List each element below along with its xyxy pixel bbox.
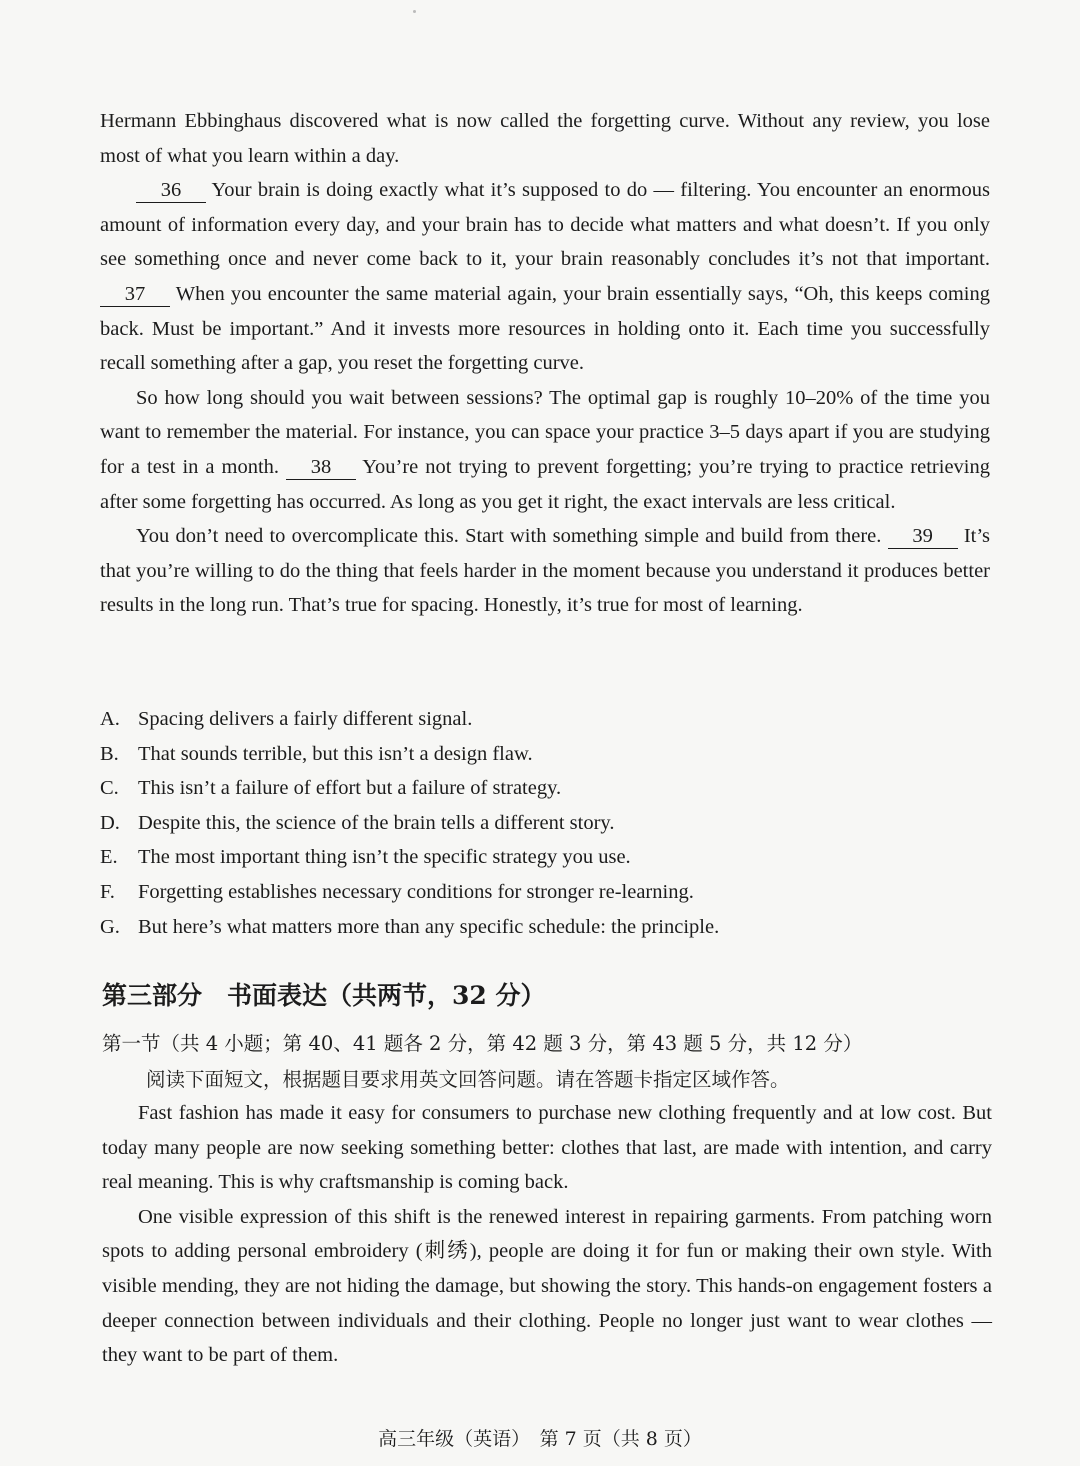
- paragraph-2: [100, 173, 990, 381]
- paragraph-3-part-a: So how long should you wait between sessions? The optimal gap is roughly 10–20% of the time you want to remember the material. For instance, you can space your practice 3–5 days apart if you are studying for a test in a month.: [100, 386, 990, 478]
- option-e: [100, 840, 990, 875]
- paragraph-3-part-b: You’re not trying to prevent forgetting; you’re trying to practice retrieving after some forgetting has occurred. As long as you get it right, the exact intervals are less critical.: [100, 455, 990, 513]
- scan-speck: [413, 10, 416, 13]
- option-letter: G.: [100, 915, 120, 938]
- section-title: 第三部分 书面表达（共两节，32 分）: [102, 981, 546, 1010]
- option-a: [100, 702, 990, 737]
- option-g: [100, 910, 990, 945]
- option-text: That sounds terrible, but this isn’t a design flaw.: [138, 742, 533, 765]
- reading-passage-2: [102, 1096, 992, 1373]
- section-subtitle: 第一节（共 4 小题；第 40、41 题各 2 分，第 42 题 3 分，第 43 题 5 分，共 12 分）: [102, 1032, 863, 1055]
- option-c: [100, 771, 990, 806]
- blank-37: 37: [100, 282, 170, 307]
- paragraph-4-part-b: It’s that you’re willing to do the thing that feels harder in the moment because you understand it produces better results in the long run. That’s true for spacing. Honestly, it’s true for most of learning.: [100, 525, 991, 617]
- option-text: The most important thing isn’t the specific strategy you use.: [138, 846, 631, 869]
- option-text: Forgetting establishes necessary conditions for stronger re-learning.: [138, 880, 694, 903]
- paragraph-3: [100, 381, 990, 519]
- reading-passage: [100, 104, 990, 623]
- option-letter: B.: [100, 742, 119, 765]
- option-letter: F.: [100, 880, 115, 903]
- option-text: Spacing delivers a fairly different signal.: [138, 708, 473, 730]
- option-letter: C.: [100, 777, 119, 800]
- option-text: This isn’t a failure of effort but a failure of strategy.: [138, 777, 562, 800]
- passage2-paragraph-2: One visible expression of this shift is the renewed interest in repairing garments. From patching worn spots to adding personal embroidery (刺绣), people are doing it for fun or making their own style. With visible mending, they are not hiding the damage, but showing the story. This hands-on engagement fosters a deeper connection between individuals and their clothing. People no longer just want to wear clothes — they want to be part of them.: [102, 1205, 992, 1367]
- blank-36: 36: [136, 178, 206, 203]
- blank-39: 39: [888, 524, 958, 549]
- paragraph-4: [100, 519, 990, 623]
- paragraph-1: Hermann Ebbinghaus discovered what is now called the forgetting curve. Without any review, you lose most of what you learn within a day.: [100, 110, 990, 167]
- paragraph-4-part-a: You don’t need to overcomplicate this. Start with something simple and build from there.: [136, 525, 882, 548]
- page-footer: 高三年级（英语） 第 7 页（共 8 页）: [378, 1428, 702, 1450]
- option-letter: D.: [100, 811, 120, 834]
- option-f: [100, 875, 990, 910]
- section-instruction: 阅读下面短文，根据题目要求用英文回答问题。请在答题卡指定区域作答。: [146, 1068, 790, 1091]
- option-d: [100, 806, 990, 841]
- option-letter: E.: [100, 846, 118, 869]
- option-letter: A.: [100, 708, 120, 730]
- passage2-paragraph-1: Fast fashion has made it easy for consumers to purchase new clothing frequently and at low cost. But today many people are now seeking something better: clothes that last, are made with intention, and carry real meaning. This is why craftsmanship is coming back.: [102, 1102, 992, 1194]
- blank-38: 38: [286, 455, 356, 480]
- paragraph-2-part-b: When you encounter the same material again, your brain essentially says, “Oh, this keeps coming back. Must be important.” And it invests more resources in holding onto it. Each time you successfully recall something after a gap, you reset the forgetting curve.: [100, 282, 990, 375]
- option-list: [100, 702, 990, 944]
- paragraph-2-part-a: Your brain is doing exactly what it’s supposed to do — filtering. You encounter an enormous amount of information every day, and your brain has to decide what matters and what doesn’t. If you only see something once and never come back to it, your brain reasonably concludes it’s not that important.: [100, 179, 990, 271]
- option-text: But here’s what matters more than any specific schedule: the principle.: [138, 915, 720, 938]
- option-text: Despite this, the science of the brain tells a different story.: [138, 811, 615, 834]
- option-b: [100, 737, 990, 772]
